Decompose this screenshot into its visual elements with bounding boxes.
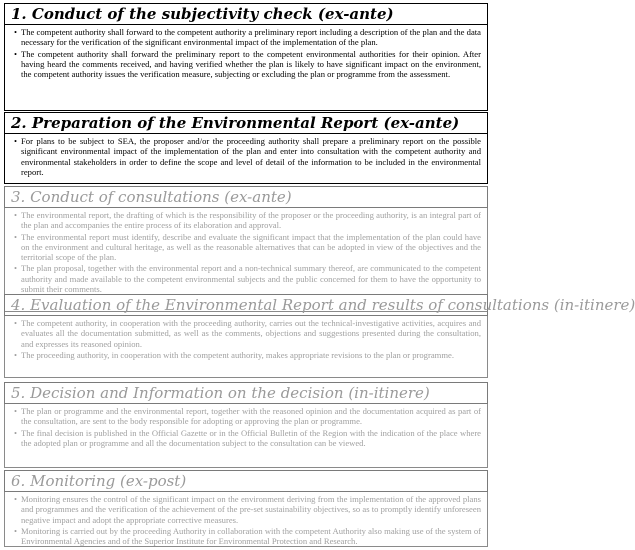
section-2-list	[21, 136, 481, 177]
list-item: • The competent authority shall forward to the competent authority a preliminary report including a description of the plan and the data necessary for the verification of the significant environmental impact of the implementation of the plan.	[21, 27, 481, 48]
section-5-body	[4, 404, 488, 468]
section-6-title: 6. Monitoring (ex-post)	[4, 470, 488, 492]
list-item: • The environmental report must identify, describe and evaluate the significant impact that the implementation of the plan could have on the environment and cultural heritage, as well as the reasonable alternatives that can be adopted in view of the objectives and the territorial scope of the plan.	[21, 232, 481, 263]
list-item: • The competent authority, in cooperation with the proceeding authority, carries out the technical-investigative activities, acquires and evaluates all the documentation submitted, as well as the comments, objections and suggestions presented during the consultation, and expresses its reasoned opinion.	[21, 318, 481, 349]
section-1-title: 1. Conduct of the subjectivity check (ex-ante)	[4, 3, 488, 25]
list-item: • Monitoring is carried out by the proceeding Authority in collaboration with the competent Authority also making use of the system of Environmental Agencies and of the Superior Institute for Environmental Protection and Research.	[21, 526, 481, 547]
list-item: • The final decision is published in the Official Gazette or in the Official Bulletin of the Region with the indication of the place where the adopted plan or programme and all the documentation subject to the consultation can be viewed.	[21, 428, 481, 449]
section-6-body	[4, 492, 488, 547]
section-2-title: 2. Preparation of the Environmental Report (ex-ante)	[4, 112, 488, 134]
list-item: • The plan proposal, together with the environmental report and a non-technical summary thereof, are communicated to the competent authority and made available to the competent environmental subjects and the public concerned for them to have the opportunity to submit their comments.	[21, 263, 481, 294]
section-6-list	[21, 494, 481, 546]
section-5-title: 5. Decision and Information on the decision (in-itinere)	[4, 382, 488, 404]
section-2-body	[4, 134, 488, 184]
section-1-body	[4, 25, 488, 111]
list-item: • The competent authority shall forward the preliminary report to the competent environmental authorities for their opinion. After having heard the comments received, and having verified whether the plan is likely to have significant impact on the environment, the competent authority issues the verification measure, subjecting or excluding the plan or programme from the assessment.	[21, 49, 481, 80]
section-3-title: 3. Conduct of consultations (ex-ante)	[4, 186, 488, 208]
section-5-list	[21, 406, 481, 448]
list-item: • The environmental report, the drafting of which is the responsibility of the proposer or the proceeding authority, is an integral part of the plan and accompanies the entire process of its elaboration and approval.	[21, 210, 481, 231]
list-item: • The plan or programme and the environmental report, together with the reasoned opinion and the documentation acquired as part of the consultation, are sent to the body responsible for adopting or approving the plan or programme.	[21, 406, 481, 427]
section-4-title: 4. Evaluation of the Environmental Report and results of consultations (in-itinere)	[4, 294, 488, 316]
section-1-list	[21, 27, 481, 79]
list-item: • For plans to be subject to SEA, the proposer and/or the proceeding authority shall prepare a preliminary report on the possible significant environmental impact of the implementation of the plan and enter into consultation with the competent authority and environmental stakeholders in order to define the scope and level of detail of the information to be included in the environmental report.	[21, 136, 481, 177]
section-4-list	[21, 318, 481, 360]
list-item: • Monitoring ensures the control of the significant impact on the environment deriving from the implementation of the approved plans and programmes and the verification of the achievement of the pre-set sustainability objectives, so as to promptly identify unforeseen negative impact and adopt the appropriate corrective measures.	[21, 494, 481, 525]
section-4-body	[4, 316, 488, 378]
list-item: • The proceeding authority, in cooperation with the competent authority, makes appropriate revisions to the plan or programme.	[21, 350, 481, 360]
section-3-list	[21, 210, 481, 294]
